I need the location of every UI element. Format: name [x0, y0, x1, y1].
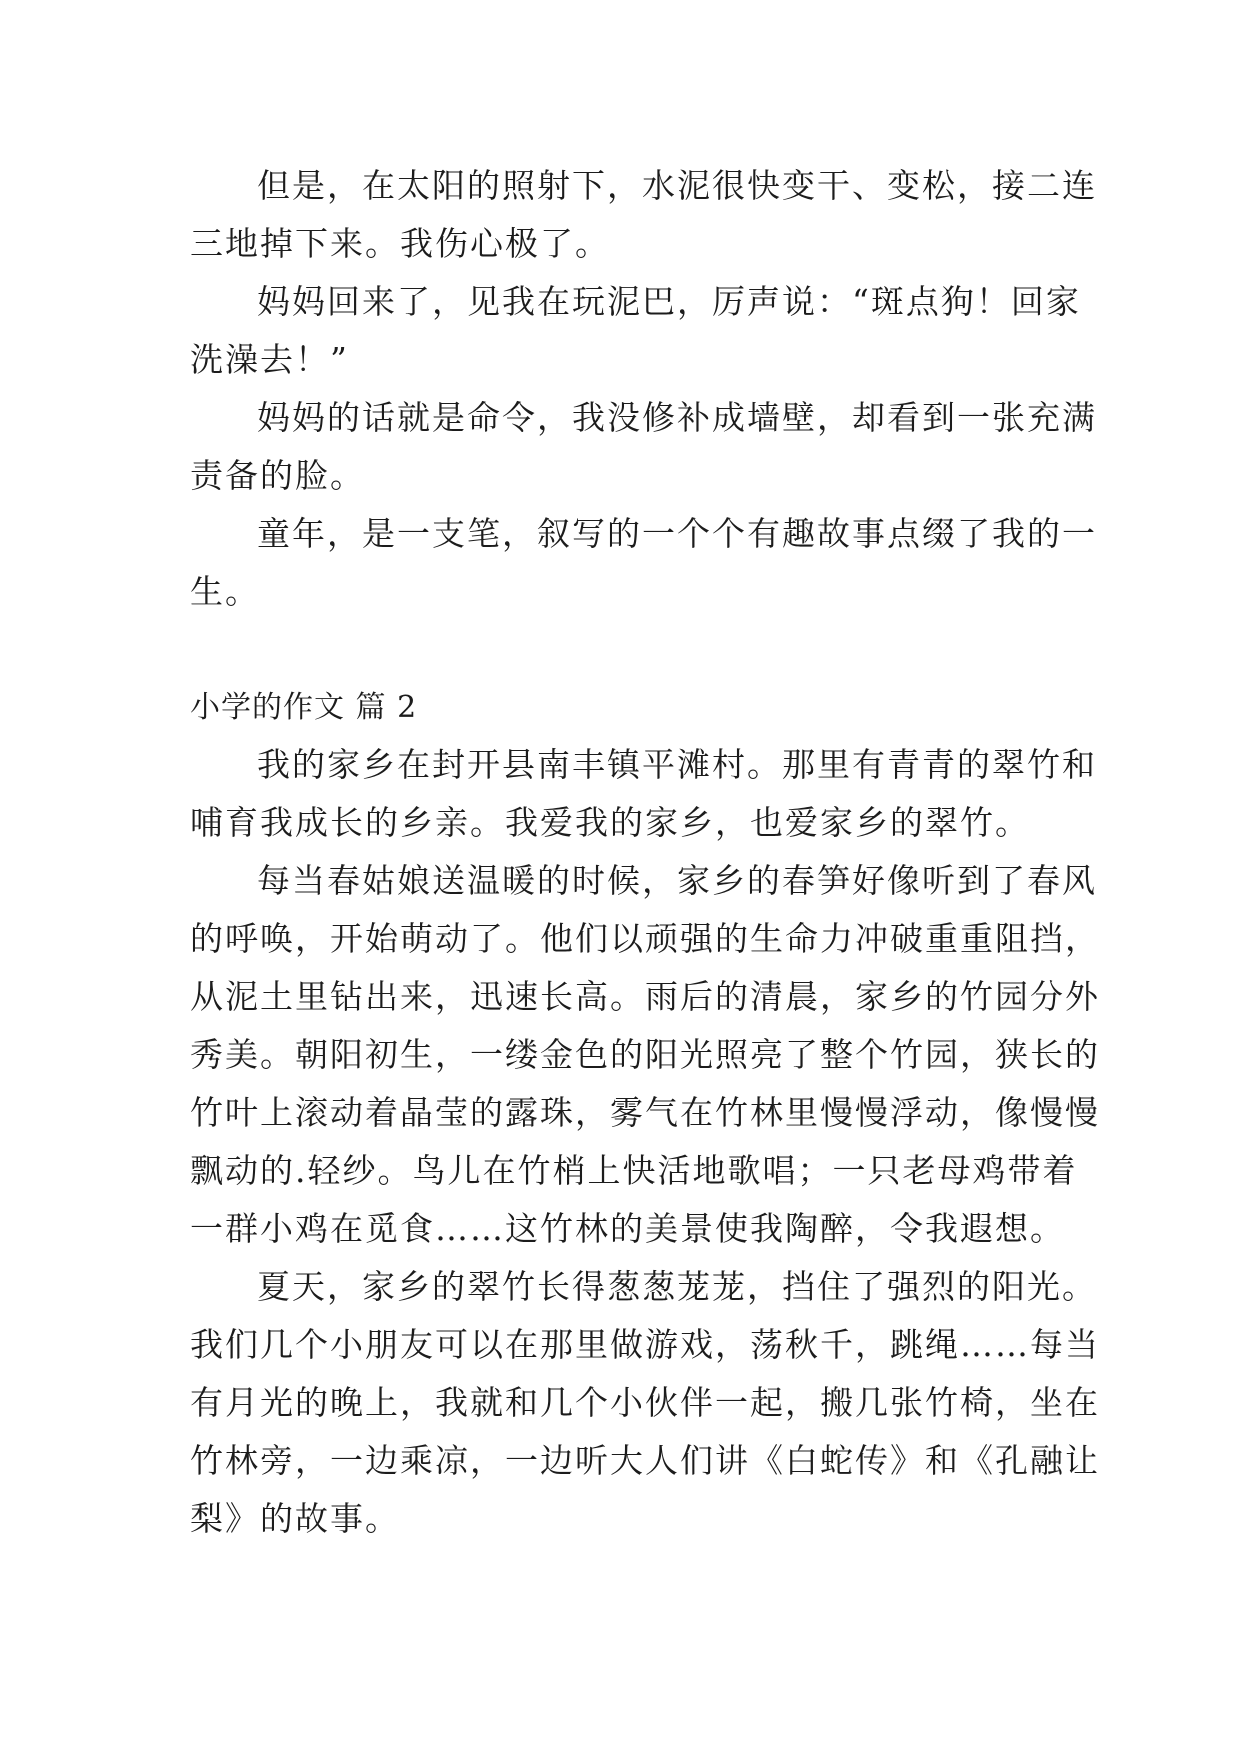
text-line: 生。: [190, 572, 260, 611]
text-line: 一群小鸡在觅食……这竹林的美景使我陶醉，令我遐想。: [190, 1209, 1065, 1248]
text-line: 但是，在太阳的照射下，水泥很快变干、变松，接二连: [257, 166, 1097, 205]
section-title: 小学的作文 篇 2: [190, 690, 418, 725]
text-line: 夏天，家乡的翠竹长得葱葱茏茏，挡住了强烈的阳光。: [257, 1267, 1097, 1306]
text-line: 有月光的晚上，我就和几个小伙伴一起，搬几张竹椅，坐在: [190, 1383, 1100, 1422]
text-line: 飘动的.轻纱。鸟儿在竹梢上快活地歌唱；一只老母鸡带着: [190, 1151, 1078, 1190]
text-line: 洗澡去！”: [190, 340, 349, 379]
text-line: 妈妈的话就是命令，我没修补成墙壁，却看到一张充满: [257, 398, 1097, 437]
text-line: 我们几个小朋友可以在那里做游戏，荡秋千，跳绳……每当: [190, 1325, 1100, 1364]
text-line: 梨》的故事。: [190, 1499, 400, 1538]
text-line: 哺育我成长的乡亲。我爱我的家乡，也爱家乡的翠竹。: [190, 803, 1030, 842]
text-line: 每当春姑娘送温暖的时候，家乡的春笋好像听到了春风: [257, 861, 1097, 900]
text-line: 竹林旁，一边乘凉，一边听大人们讲《白蛇传》和《孔融让: [190, 1441, 1100, 1480]
text-line: 责备的脸。: [190, 456, 365, 495]
text-line: 妈妈回来了，见我在玩泥巴，厉声说：“斑点狗！回家: [257, 282, 1081, 321]
text-line: 从泥土里钻出来，迅速长高。雨后的清晨，家乡的竹园分外: [190, 977, 1100, 1016]
text-line: 三地掉下来。我伤心极了。: [190, 224, 610, 263]
text-line: 我的家乡在封开县南丰镇平滩村。那里有青青的翠竹和: [257, 745, 1097, 784]
text-line: 竹叶上滚动着晶莹的露珠，雾气在竹林里慢慢浮动，像慢慢: [190, 1093, 1100, 1132]
text-line: 秀美。朝阳初生，一缕金色的阳光照亮了整个竹园，狭长的: [190, 1035, 1100, 1074]
text-line: 的呼唤，开始萌动了。他们以顽强的生命力冲破重重阻挡，: [190, 919, 1100, 958]
text-line: 童年，是一支笔，叙写的一个个有趣故事点缀了我的一: [257, 514, 1097, 553]
